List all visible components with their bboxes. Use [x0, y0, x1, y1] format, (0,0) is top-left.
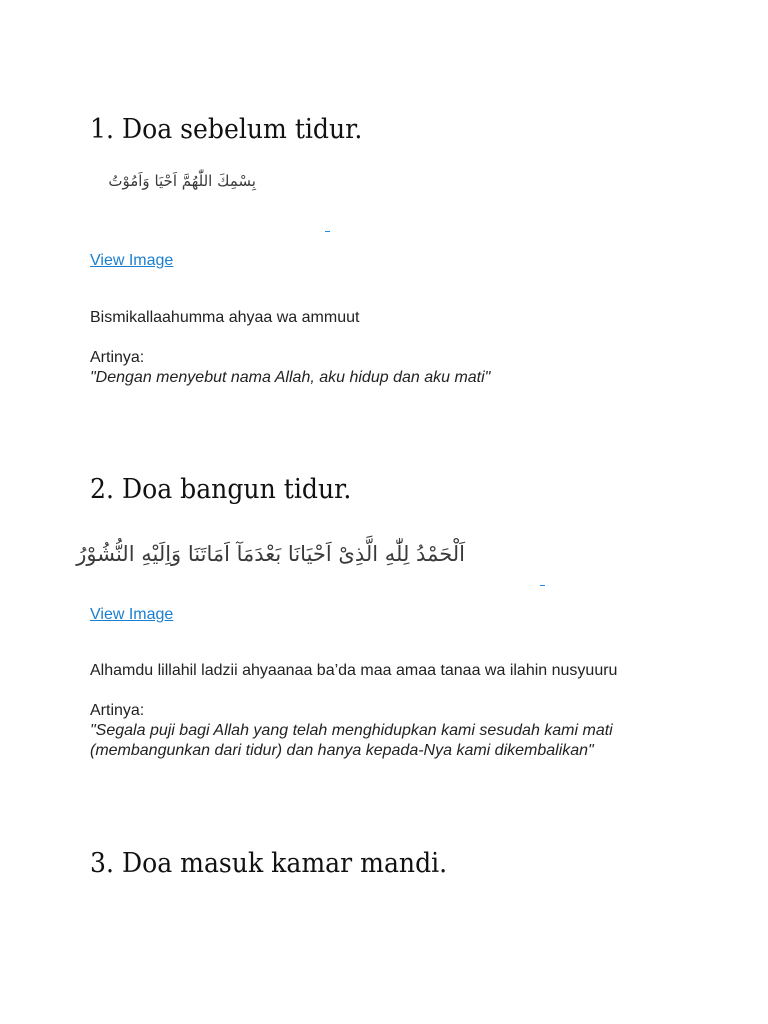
section-2-meaning-line-2: (membangunkan dari tidur) dan hanya kepada-Nya kami dikembalikan": [90, 742, 594, 759]
section-1-arabic-text: بِسْمِكَ اللّٰهُمَّ اَحْيَا وَاَمُوْتُ: [108, 172, 256, 190]
section-1-latin-text: Bismikallaahumma ahyaa wa ammuut: [90, 309, 360, 326]
section-2-view-image-link[interactable]: View Image: [90, 606, 174, 623]
section-1-meaning-label: Artinya:: [90, 349, 145, 366]
section-1-image-anchor-link[interactable]: [325, 231, 330, 232]
section-2-arabic-text: اَلْحَمْدُ لِلّٰهِ الَّذِىْ اَحْيَانَا بَعْدَمَآ اَمَاتَنَا وَاِلَيْهِ النُّشُوْرُ: [76, 542, 465, 566]
section-1-view-image-link[interactable]: View Image: [90, 252, 174, 269]
section-1-meaning-text: "Dengan menyebut nama Allah, aku hidup dan aku mati": [90, 369, 491, 386]
section-2-image-anchor-link[interactable]: [540, 585, 545, 586]
section-2-heading: 2. Doa bangun tidur.: [90, 474, 352, 505]
section-3-heading: 3. Doa masuk kamar mandi.: [90, 848, 448, 879]
section-2-meaning-label: Artinya:: [90, 702, 145, 719]
section-2-meaning-line-1: "Segala puji bagi Allah yang telah menghidupkan kami sesudah kami mati: [90, 722, 613, 739]
section-1-heading: 1. Doa sebelum tidur.: [90, 114, 363, 145]
section-2-latin-text: Alhamdu lillahil ladzii ahyaanaa ba’da maa amaa tanaa wa ilahin nusyuuru: [90, 662, 618, 679]
